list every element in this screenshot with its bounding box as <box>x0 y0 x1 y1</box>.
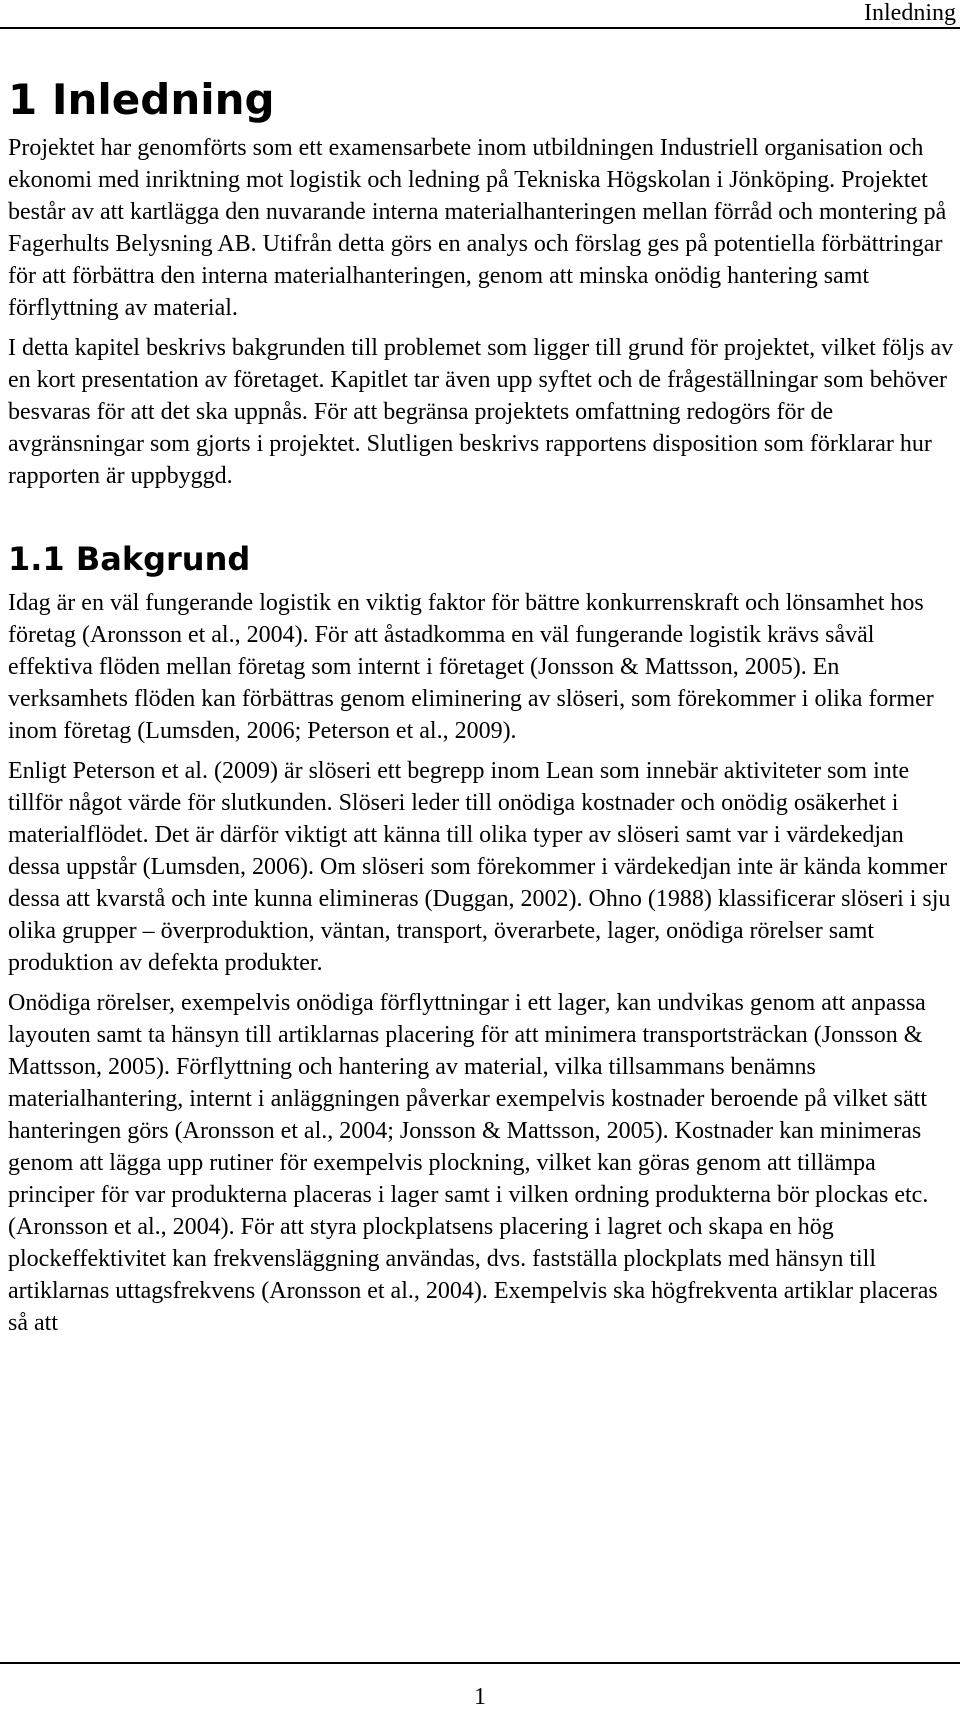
page-body <box>8 76 958 1347</box>
section-paragraph: Idag är en väl fungerande logistik en viktig faktor för bättre konkurrenskraft och lönsamhet hos företag (Aronsson et al., 2004). För att åstadkomma en väl fungerande logistik krävs såväl effektiva flöden mellan företag som internt i företaget (Jonsson & Mattsson, 2005). En verksamhets flöden kan förbättras genom eliminering av slöseri, som förekommer i olika former inom företag (Lumsden, 2006; Peterson et al., 2009). <box>8 590 934 744</box>
footer-rule <box>0 1662 960 1664</box>
section-paragraph: Onödiga rörelser, exempelvis onödiga förflyttningar i ett lager, kan undvikas genom att anpassa layouten samt ta hänsyn till artiklarnas placering för att minimera transportsträckan (Jonsson & Mattsson, 2005). Förflyttning och hantering av material, vilka tillsammans benämns materialhantering, internt i anläggningen påverkar exempelvis kostnader beroende på vilket sätt hanteringen görs (Aronsson et al., 2004; Jonsson & Mattsson, 2005). Kostnader kan minimeras genom att lägga upp rutiner för exempelvis plockning, vilket kan göras genom att tillämpa principer för var produkterna placeras i lager samt i vilken ordning produkterna bör plockas etc. (Aronsson et al., 2004). För att styra plockplatsens placering i lagret och skapa en hög plockeffektivitet kan frekvensläggning användas, dvs. fastställa plockplats med hänsyn till artiklarnas uttagsfrekvens (Aronsson et al., 2004). Exempelvis ska högfrekventa artiklar placeras så att <box>8 990 938 1336</box>
section-title: 1.1 Bakgrund <box>8 540 251 578</box>
intro-paragraph: Projektet har genomförts som ett examensarbete inom utbildningen Industriell organisation och ekonomi med inriktning mot logistik och ledning på Tekniska Högskolan i Jönköping. Projektet består av att kartlägga den nuvarande interna materialhanteringen mellan förråd och montering på Fagerhults Belysning AB. Utifrån detta görs en analys och förslag ges på potentiella förbättringar för att förbättra den interna materialhanteringen, genom att minska onödig hantering samt förflyttning av material. <box>8 135 947 321</box>
page-number: 1 <box>474 1684 486 1710</box>
chapter-title: 1 Inledning <box>8 75 275 124</box>
section-paragraph: Enligt Peterson et al. (2009) är slöseri ett begrepp inom Lean som innebär aktiviteter som inte tillför något värde för slutkunden. Slöseri leder till onödiga kostnader och onödig osäkerhet i materialflödet. Det är därför viktigt att känna till olika typer av slöseri samt var i värdekedjan dessa uppstår (Lumsden, 2006). Om slöseri som förekommer i värdekedjan inte är kända kommer dessa att kvarstå och inte kunna elimineras (Duggan, 2002). Ohno (1988) klassificerar slöseri i sju olika grupper – överproduktion, väntan, transport, överarbete, lager, onödiga rörelser samt produktion av defekta produkter. <box>8 758 951 976</box>
running-header: Inledning <box>864 0 956 26</box>
intro-paragraph: I detta kapitel beskrivs bakgrunden till problemet som ligger till grund för projektet, vilket följs av en kort presentation av företaget. Kapitlet tar även upp syftet och de frågeställningar som behöver besvaras för att det ska uppnås. För att begränsa projektets omfattning redogörs för de avgränsningar som gjorts i projektet. Slutligen beskrivs rapportens disposition som förklarar hur rapporten är uppbyggd. <box>8 335 954 489</box>
header-rule <box>0 27 960 29</box>
